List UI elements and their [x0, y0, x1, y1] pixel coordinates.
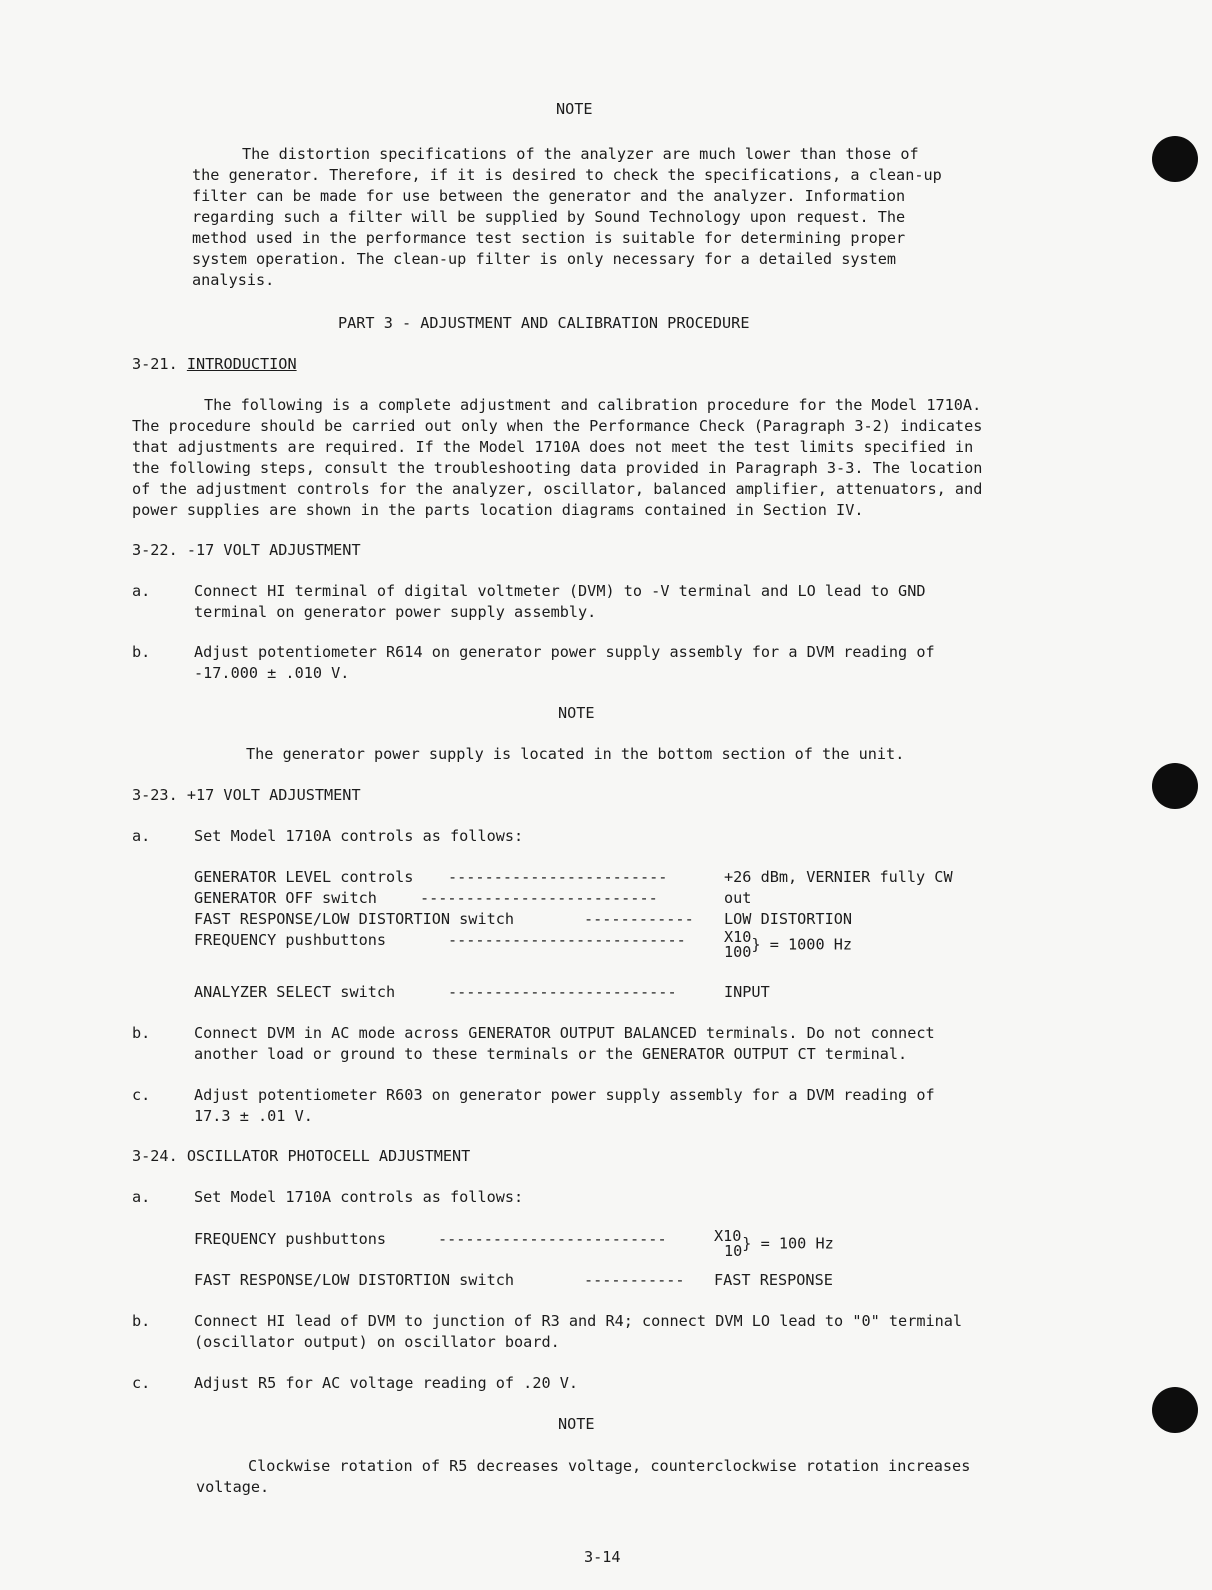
section-3-22-heading: 3-22. -17 VOLT ADJUSTMENT [132, 541, 361, 559]
step-letter: b. [132, 643, 151, 661]
body-line: power supplies are shown in the parts location diagrams contained in Section IV. [132, 501, 864, 519]
step-line: Connect DVM in AC mode across GENERATOR OUTPUT BALANCED terminals. Do not connect [194, 1024, 935, 1042]
settings-row [194, 982, 395, 1003]
settings-row [194, 1270, 514, 1291]
section-3-21-heading [132, 354, 297, 375]
setting-value: +26 dBm, VERNIER fully CW [724, 868, 953, 886]
setting-label: GENERATOR OFF switch [194, 889, 377, 907]
note-line: method used in the performance test section is suitable for determining proper [192, 229, 906, 247]
leader-dashes: -------------------------- [448, 931, 686, 949]
part-heading: PART 3 - ADJUSTMENT AND CALIBRATION PROCEDURE [338, 314, 750, 332]
frequency-multiplier [714, 1229, 742, 1259]
setting-label: FREQUENCY pushbuttons [194, 1230, 387, 1248]
step-line: (oscillator output) on oscillator board. [194, 1333, 560, 1351]
step-line: another load or ground to these terminals or the GENERATOR OUTPUT CT terminal. [194, 1045, 908, 1063]
setting-label: FREQUENCY pushbuttons [194, 931, 387, 949]
frequency-result: } = 1000 Hz [751, 935, 853, 954]
page-number: 3-14 [584, 1548, 621, 1566]
leader-dashes: ------------ [584, 910, 694, 928]
note-body [192, 144, 942, 291]
note-body [196, 1456, 970, 1498]
binder-hole-middle [1152, 763, 1198, 809]
step-line: Adjust potentiometer R614 on generator power supply assembly for a DVM reading of [194, 643, 935, 661]
setting-value: INPUT [724, 983, 770, 1001]
step-text [194, 581, 926, 623]
settings-row [194, 1229, 386, 1250]
body-line: that adjustments are required. If the Model 1710A does not meet the test limits specified in [132, 438, 974, 456]
frequency-multiplier [724, 930, 751, 960]
section-number: 3-21. [132, 355, 178, 373]
note-line: the generator. Therefore, if it is desired to check the specifications, a clean-up [192, 166, 942, 184]
step-letter: c. [132, 1086, 151, 1104]
step-text [194, 1085, 935, 1127]
note-line: filter can be made for use between the generator and the analyzer. Information [192, 187, 906, 205]
leader-dashes: -------------------------- [420, 889, 658, 907]
leader-dashes: ------------------------- [438, 1230, 667, 1248]
setting-label: FAST RESPONSE/LOW DISTORTION switch [194, 910, 515, 928]
section-3-23-heading: 3-23. +17 VOLT ADJUSTMENT [132, 786, 361, 804]
binder-hole-top [1152, 136, 1198, 182]
step-letter: a. [132, 827, 151, 845]
multiplier-top: X10 [714, 1227, 742, 1245]
note-line: system operation. The clean-up filter is only necessary for a detailed system [192, 250, 897, 268]
setting-label: GENERATOR LEVEL controls [194, 868, 414, 886]
setting-value: LOW DISTORTION [724, 910, 853, 928]
note-body: The generator power supply is located in the bottom section of the unit. [246, 745, 905, 763]
multiplier-bottom: 100 [724, 943, 752, 961]
multiplier-top: X10 [724, 928, 752, 946]
body-line: The procedure should be carried out only when the Performance Check (Paragraph 3-2) indicates [132, 417, 983, 435]
leader-dashes: ------------------------- [448, 983, 677, 1001]
note-line: analysis. [192, 271, 275, 289]
step-line: -17.000 ± .010 V. [194, 664, 350, 682]
body-line: of the adjustment controls for the analyzer, oscillator, balanced amplifier, attenuators, and [132, 480, 983, 498]
step-letter: b. [132, 1024, 151, 1042]
binder-hole-bottom [1152, 1387, 1198, 1433]
step-letter: b. [132, 1312, 151, 1330]
setting-value [714, 1229, 834, 1259]
step-text: Adjust R5 for AC voltage reading of .20 V. [194, 1374, 579, 1392]
step-line: terminal on generator power supply assembly. [194, 603, 597, 621]
setting-value: out [724, 889, 752, 907]
multiplier-bottom: 10 [724, 1242, 743, 1260]
note-line: regarding such a filter will be supplied by Sound Technology upon request. The [192, 208, 906, 226]
step-text: Set Model 1710A controls as follows: [194, 827, 524, 845]
settings-row [194, 888, 377, 909]
step-letter: a. [132, 1188, 151, 1206]
frequency-result: } = 100 Hz [742, 1234, 834, 1253]
settings-row [194, 909, 514, 930]
section-title: INTRODUCTION [186, 355, 297, 373]
step-line: Connect HI lead of DVM to junction of R3 and R4; connect DVM LO lead to "0" terminal [194, 1312, 963, 1330]
leader-dashes: ----------- [584, 1271, 685, 1289]
step-text: Set Model 1710A controls as follows: [194, 1188, 524, 1206]
step-text [194, 1023, 935, 1065]
section-3-24-heading: 3-24. OSCILLATOR PHOTOCELL ADJUSTMENT [132, 1147, 471, 1165]
setting-label: FAST RESPONSE/LOW DISTORTION switch [194, 1271, 515, 1289]
step-letter: a. [132, 582, 151, 600]
note-line: voltage. [196, 1478, 270, 1496]
step-line: Connect HI terminal of digital voltmeter (DVM) to -V terminal and LO lead to GND [194, 582, 926, 600]
step-line: 17.3 ± .01 V. [194, 1107, 313, 1125]
body-line: the following steps, consult the troubleshooting data provided in Paragraph 3-3. The location [132, 459, 983, 477]
step-text [194, 1311, 962, 1353]
leader-dashes: ------------------------ [448, 868, 668, 886]
note-heading: NOTE [556, 100, 593, 118]
section-3-21-body [132, 395, 982, 521]
step-letter: c. [132, 1374, 151, 1392]
setting-value: FAST RESPONSE [714, 1271, 833, 1289]
note-heading: NOTE [558, 1415, 595, 1433]
step-text [194, 642, 935, 684]
note-heading: NOTE [558, 704, 595, 722]
settings-row [194, 867, 413, 888]
body-line: The following is a complete adjustment and calibration procedure for the Model 1710A. [204, 396, 982, 414]
settings-row [194, 930, 386, 951]
setting-value [724, 930, 852, 960]
note-line: The distortion specifications of the analyzer are much lower than those of [242, 145, 919, 163]
note-line: Clockwise rotation of R5 decreases voltage, counterclockwise rotation increases [248, 1457, 971, 1475]
setting-label: ANALYZER SELECT switch [194, 983, 396, 1001]
step-line: Adjust potentiometer R603 on generator power supply assembly for a DVM reading of [194, 1086, 935, 1104]
